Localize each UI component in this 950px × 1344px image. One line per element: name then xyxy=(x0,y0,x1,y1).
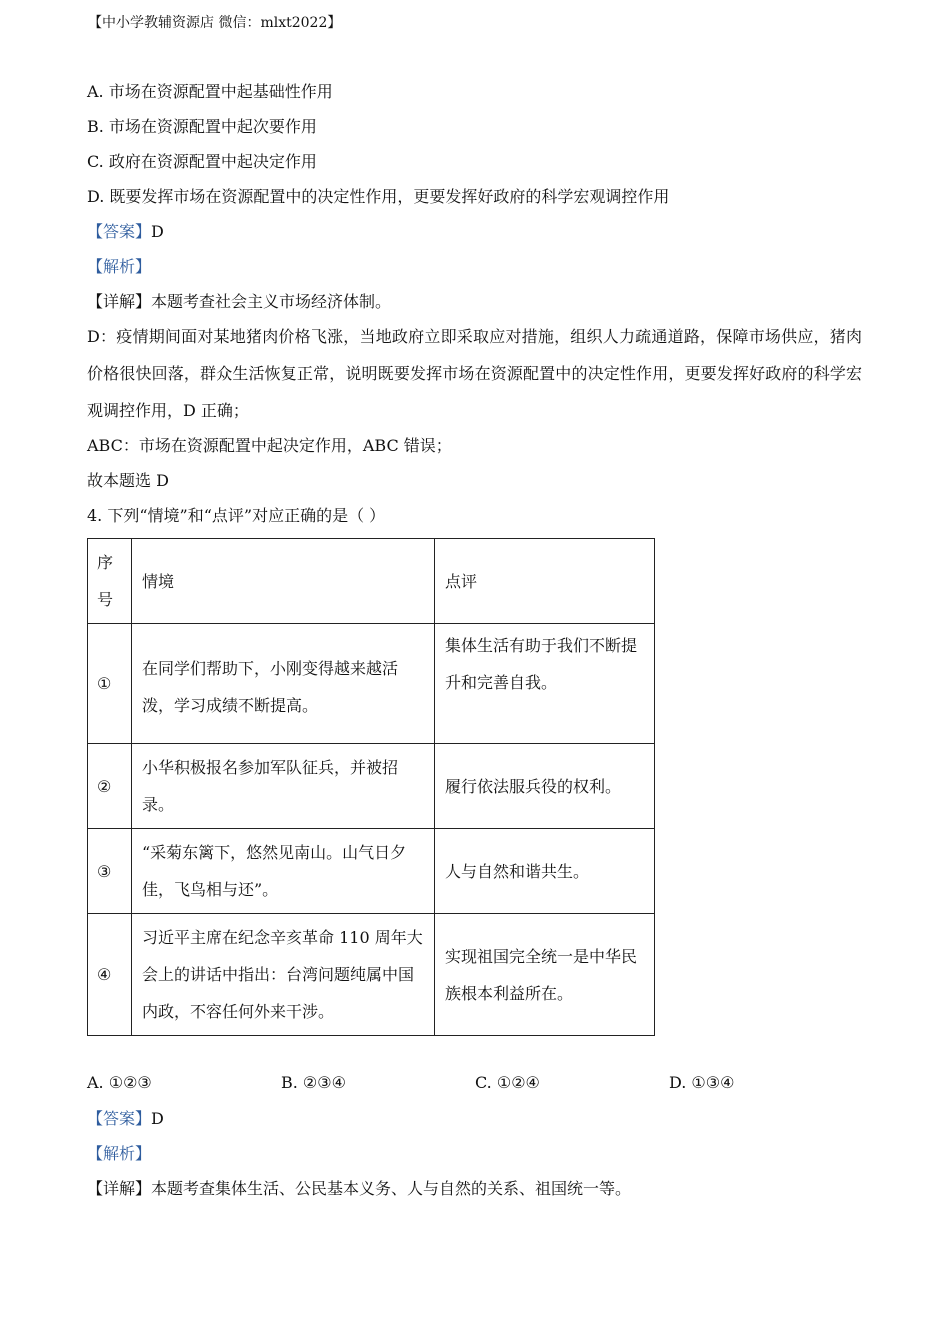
q4-table xyxy=(87,538,655,1036)
row-num: ② xyxy=(88,744,132,829)
q3-conclusion: 故本题选 D xyxy=(87,471,169,490)
row-context: 在同学们帮助下，小刚变得越来越活泼，学习成绩不断提高。 xyxy=(132,624,435,744)
q4-stem: 4. 下列“情境”和“点评”对应正确的是（ ） xyxy=(87,506,386,525)
q3-option-a: A. 市场在资源配置中起基础性作用 xyxy=(87,82,333,101)
q3-detail: 【详解】本题考查社会主义市场经济体制。 xyxy=(87,292,392,311)
q4-option-c: C. ①②④ xyxy=(475,1073,540,1092)
q3-explain-abc: ABC：市场在资源配置中起决定作用，ABC 错误； xyxy=(87,436,452,455)
q3-option-b: B. 市场在资源配置中起次要作用 xyxy=(87,117,317,136)
q4-option-a: A. ①②③ xyxy=(87,1073,152,1092)
table-row xyxy=(88,624,655,744)
answer-tag: 【答案】 xyxy=(87,222,152,241)
table-row xyxy=(88,914,655,1036)
q4-answer-line xyxy=(87,1109,164,1129)
q3-answer-line xyxy=(87,222,164,242)
row-context: 小华积极报名参加军队征兵，并被招录。 xyxy=(132,744,435,829)
row-comment: 实现祖国完全统一是中华民族根本利益所在。 xyxy=(435,914,655,1036)
row-num: ④ xyxy=(88,914,132,1036)
q3-analysis-tag: 【解析】 xyxy=(87,257,152,276)
page-header: 【中小学教辅资源店 微信：mlxt2022】 xyxy=(88,15,342,31)
q3-option-d: D. 既要发挥市场在资源配置中的决定性作用，更要发挥好政府的科学宏观调控作用 xyxy=(87,187,670,206)
answer-value: D xyxy=(151,222,164,241)
row-num: ① xyxy=(88,624,132,744)
row-comment: 人与自然和谐共生。 xyxy=(435,829,655,914)
header-comment: 点评 xyxy=(435,539,655,624)
row-context: 习近平主席在纪念辛亥革命 110 周年大会上的讲话中指出：台湾问题纯属中国内政，不容任何外来干涉。 xyxy=(132,914,435,1036)
table-row xyxy=(88,744,655,829)
row-comment: 集体生活有助于我们不断提升和完善自我。 xyxy=(435,624,655,744)
row-comment: 履行依法服兵役的权利。 xyxy=(435,744,655,829)
answer-tag: 【答案】 xyxy=(87,1109,152,1128)
row-num: ③ xyxy=(88,829,132,914)
table-header-row xyxy=(88,539,655,624)
header-num: 序号 xyxy=(88,539,132,624)
row-context: “采菊东篱下，悠然见南山。山气日夕佳，飞鸟相与还”。 xyxy=(132,829,435,914)
q3-option-c: C. 政府在资源配置中起决定作用 xyxy=(87,152,317,171)
header-context: 情境 xyxy=(132,539,435,624)
q4-option-b: B. ②③④ xyxy=(281,1073,346,1092)
q3-explain-d: D：疫情期间面对某地猪肉价格飞涨，当地政府立即采取应对措施，组织人力疏通道路，保障市场供应，猪肉价格很快回落，群众生活恢复正常，说明既要发挥市场在资源配置中的决定性作用，更要发挥好政府的科学宏观调控作用，D 正确； xyxy=(87,327,862,420)
q4-analysis-tag: 【解析】 xyxy=(87,1144,152,1163)
q4-option-d: D. ①③④ xyxy=(669,1073,735,1092)
table-row xyxy=(88,829,655,914)
answer-value: D xyxy=(151,1109,164,1128)
q4-detail: 【详解】本题考查集体生活、公民基本义务、人与自然的关系、祖国统一等。 xyxy=(87,1179,632,1198)
